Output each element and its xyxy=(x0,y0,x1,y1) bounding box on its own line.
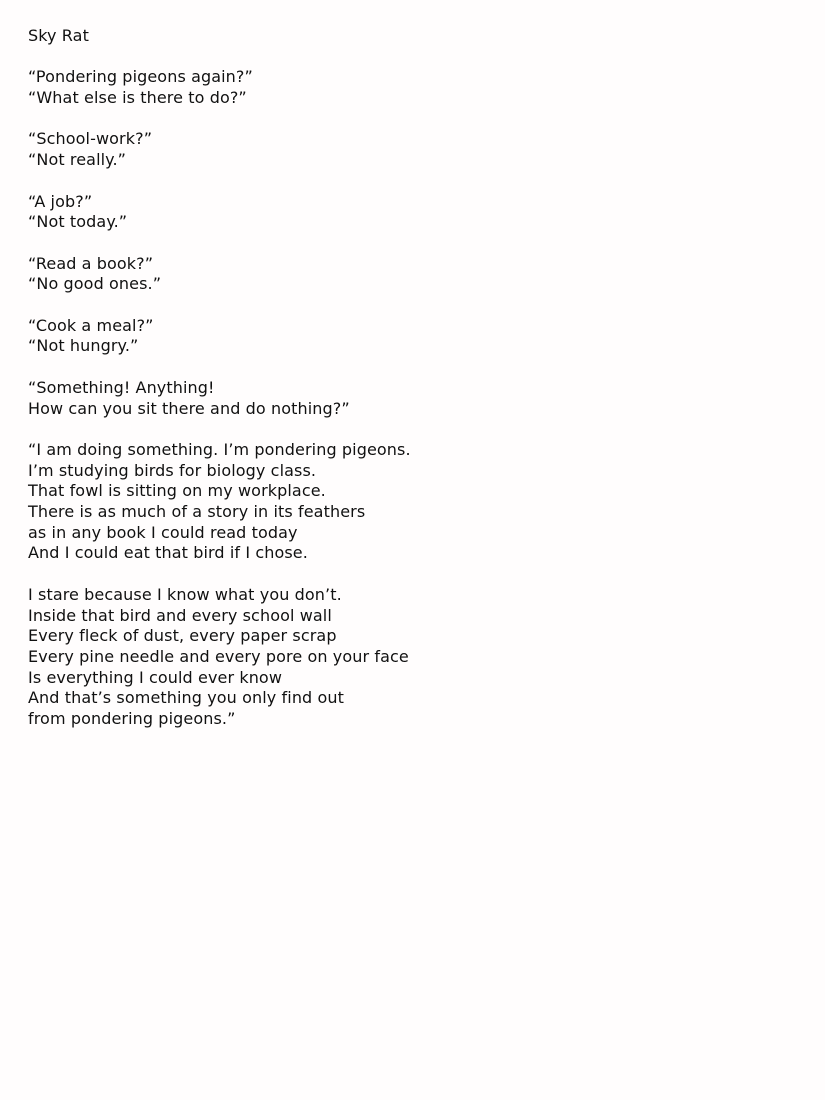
poem-line: “Not today.” xyxy=(28,212,128,232)
poem-line: Every pine needle and every pore on your face xyxy=(28,646,409,666)
poem-body xyxy=(28,67,808,729)
poem-stanza xyxy=(28,440,808,564)
poem-line: “Read a book?” xyxy=(28,253,154,273)
poem-line: I stare because I know what you don’t. xyxy=(28,584,342,604)
poem-line: Every fleck of dust, every paper scrap xyxy=(28,626,337,646)
poem-line: How can you sit there and do nothing?” xyxy=(28,398,350,418)
poem-line: “I am doing something. I’m pondering pigeons. xyxy=(28,439,411,459)
poem-line: “Pondering pigeons again?” xyxy=(28,67,253,87)
poem-stanza xyxy=(28,316,808,357)
poem-line: “Not hungry.” xyxy=(28,336,139,356)
poem-stanza xyxy=(28,67,808,108)
poem-stanza xyxy=(28,129,808,170)
poem-stanza xyxy=(28,585,808,730)
poem-line: And that’s something you only find out xyxy=(28,688,345,708)
poem-line: “Something! Anything! xyxy=(28,377,215,397)
poem-line: Is everything I could ever know xyxy=(28,667,283,687)
poem-stanza xyxy=(28,254,808,295)
poem-line: “No good ones.” xyxy=(28,274,162,294)
poem-line: “Cook a meal?” xyxy=(28,315,154,335)
poem-line: as in any book I could read today xyxy=(28,522,298,542)
poem-stanza xyxy=(28,378,808,419)
poem-line: I’m studying birds for biology class. xyxy=(28,460,317,480)
poem-line: “Not really.” xyxy=(28,150,127,170)
poem-line: And I could eat that bird if I chose. xyxy=(28,543,308,563)
poem-line: “A job?” xyxy=(28,191,93,211)
poem-line: There is as much of a story in its feathers xyxy=(28,502,366,522)
poem-line: That fowl is sitting on my workplace. xyxy=(28,481,326,501)
poem-line: “School-work?” xyxy=(28,129,153,149)
poem-stanza xyxy=(28,192,808,233)
poem-document xyxy=(28,26,808,750)
poem-line: Inside that bird and every school wall xyxy=(28,605,332,625)
poem-line: “What else is there to do?” xyxy=(28,88,247,108)
poem-title: Sky Rat xyxy=(28,26,89,45)
poem-line: from pondering pigeons.” xyxy=(28,709,236,729)
